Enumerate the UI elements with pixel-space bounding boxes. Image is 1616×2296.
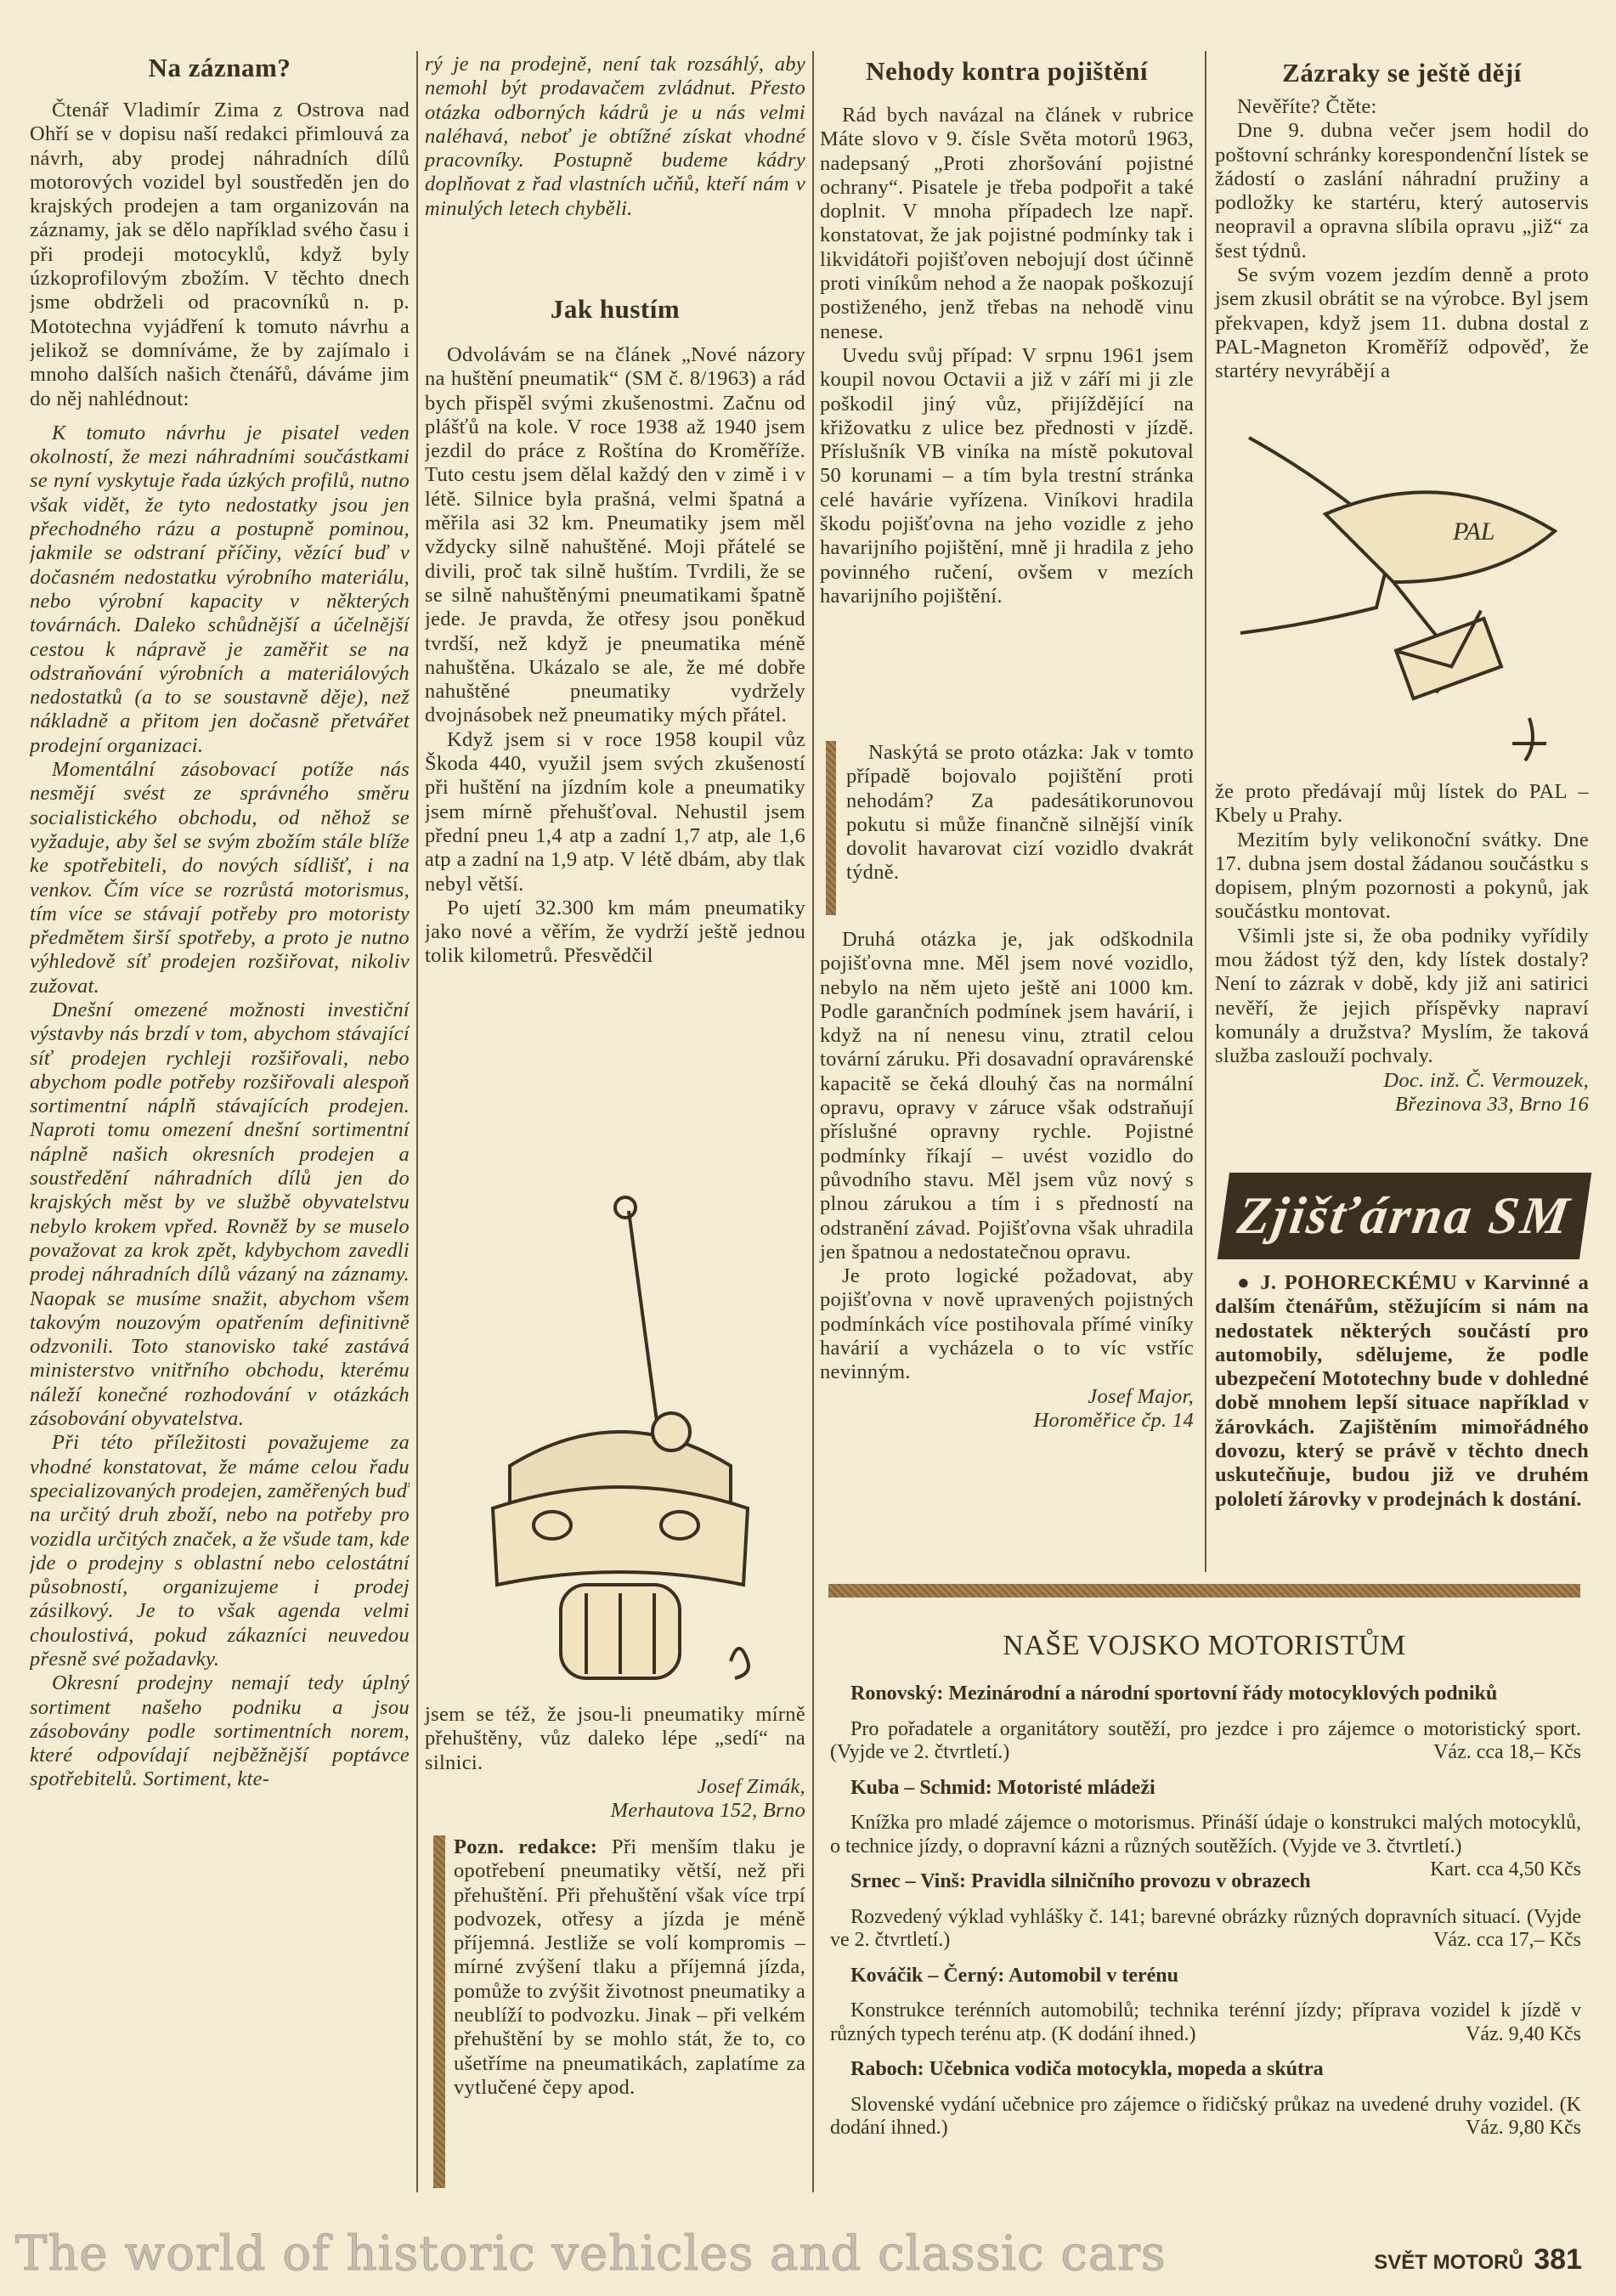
paragraph: Se svým vozem jezdím denně a proto jsem zkusil obrátit se na výrobce. Byl jsem překvapen, když jsem 11. dubna dostal z PAL-Magneton Kroměříž odpověď, že startéry nevyrábějí a bbox=[1215, 263, 1589, 383]
author-name: Doc. inž. Č. Vermouzek, bbox=[1383, 1068, 1589, 1092]
book-description: Pro pořadatele a organitátory soutěží, pro jezdce i pro zájemce o motoristický sport. (Vyjde ve 2. čtvrtletí.) Váz. cca 18,– Kčs bbox=[830, 1717, 1581, 1763]
book-description: Konstrukce terénních automobilů; technika terénní jízdy; příprava vozidel k jízdě v různých typech terénu atp. (K dodání ihned.) Váz. 9,40 Kčs bbox=[830, 1999, 1581, 2045]
note-side-bar bbox=[433, 1835, 445, 2188]
book-title: Raboch: Učebnica vodiča motocykla, mopeda a skútra bbox=[850, 2058, 1324, 2080]
notice-pohoreckemu bbox=[1215, 1271, 1589, 1512]
note-text: Při menším tlaku je opotřebení pneumatiky větší, než při přehuštění. Při přehuštění však více trpí podvozek, otřesy a jízda je méně příjemná. Jestliže se volí kompromis – mírné zvýšení tlaku a příjemná jízda, pomůže to zvýšit životnost pneumatiky a neublíží to podvozku. Jinak – při velkém přehuštění by se mohlo stát, že to, co ušetříme na pneumatikách, zaplatíme za vytlučené čepy apod. bbox=[454, 1835, 805, 2099]
article-title-nehody: Nehody kontra pojištění bbox=[866, 56, 1148, 86]
page-footer bbox=[1374, 2243, 1582, 2276]
editorial-note bbox=[454, 1835, 805, 2100]
paragraph: Mezitím byly velikonoční svátky. Dne 17. dubna jsem dostal žádanou součástku s dopisem, plným pozornosti a pokynů, jak součástku montovat. bbox=[1215, 828, 1589, 924]
book-description: Slovenské vydání učebnice pro zájemce o řidičský průkaz na uvedené druhy vozidel. (K dodání ihned.) Váz. 9,80 Kčs bbox=[830, 2093, 1581, 2139]
books-section-title: NAŠE VOJSKO MOTORISTŮM bbox=[1003, 1630, 1406, 1661]
zjistarna-sm-logo: Zjišťárna SM bbox=[1218, 1173, 1591, 1259]
book-description: Knížka pro mladé zájemce o motorismus. Přináší údaje o konstrukci malých motocyklů, o technice jízdy, o dopravní kázni a různých soutěžích. (Vyjde ve 3. čtvrtletí.) Kart. cca 4,50 Kčs bbox=[830, 1812, 1581, 1880]
paragraph: Všimli jste si, že oba podniky vyřídily mou žádost týž den, kdy lístek dostaly? Není to zázrak v době, kdy již ani satirici nevěří, že jejich příspěvky napraví komunály a družstva? Myslím, že taková služba zaslouží pochvaly. bbox=[1215, 924, 1589, 1068]
book-list bbox=[830, 1682, 1581, 2152]
paragraph: Po ujetí 32.300 km mám pneumatiky jako nové a věřím, že vydrží ještě jednou tolik kilometrů. Přesvědčil bbox=[425, 896, 805, 968]
book-item bbox=[830, 2058, 1581, 2140]
book-item bbox=[830, 1870, 1581, 1953]
paragraph: Momentální zásobovací potíže nás nesmějí svést ze správného směru socialistického obchodu, od něhož se vyžaduje, aby šel se svým zbožím stále blíže ke spotřebiteli, do nových sídlišť, i na venkov. Čím více se rozrůstá motorismus, tím více se stávají potřeby pro motoristy předmětem širší spotřeby, a proto je nutno výhledově síť prodejen rozšiřovat, nikoliv zužovat. bbox=[30, 758, 410, 998]
article-jak-hustim-end bbox=[425, 1703, 805, 1823]
author-name: Josef Zimák, bbox=[697, 1774, 805, 1798]
book-price: Váz. 9,80 Kčs bbox=[1466, 2117, 1581, 2139]
magazine-name: SVĚT MOTORŮ bbox=[1374, 2251, 1523, 2274]
article-zazraky bbox=[1215, 95, 1589, 384]
signature bbox=[1215, 1069, 1589, 1117]
article-jak-hustim bbox=[425, 343, 805, 1185]
book-item bbox=[830, 1682, 1581, 1765]
signature bbox=[820, 1385, 1194, 1434]
plane-letter-cartoon bbox=[1223, 412, 1580, 778]
article-title-na-zaznam: Na záznam? bbox=[148, 53, 291, 82]
page-number: 381 bbox=[1534, 2243, 1582, 2276]
paragraph: Při této příležitosti považujeme za vhodné konstatovat, že máme celou řadu specializovaných prodejen, zaměřených buď na určitý druh zboží, nebo na potřeby pro vozidla určitých značek, a že všude tam, kde jde o prodejny s oblastní nebo celostátní působností, organizujeme i prodej zásilkový. Je to však agenda velmi choulostivá, pokud zákazníci neuvedou přesně své požadavky. bbox=[30, 1431, 410, 1671]
section-divider-bar bbox=[828, 1584, 1580, 1598]
book-price: Váz. cca 17,– Kčs bbox=[1433, 1929, 1581, 1951]
book-title: Srnec – Vinš: Pravidla silničního provozu v obrazech bbox=[850, 1870, 1311, 1892]
book-item bbox=[830, 1965, 1581, 2047]
paragraph: rý je na prodejně, není tak rozsáhlý, aby nemohl být prodavačem zvládnut. Přesto otázka odborných kádrů je u nás velmi naléhavá, neboť je obtížné získat vhodné pracovníky. Postupně budeme kádry doplňovat z řad vlastních učňů, kteří nám v minulých letech chyběli. bbox=[425, 53, 805, 220]
book-price: Kart. cca 4,50 Kčs bbox=[1430, 1858, 1581, 1880]
quote-side-bar bbox=[826, 741, 836, 915]
paragraph: Druhá otázka je, jak odškodnila pojišťovna mne. Měl jsem nové vozidlo, nebylo na něm ujeto ještě ani 1000 km. Podle garančních podmínek jsem havárií, i když na ní nenesu vinu, ztratil celou tovární záruku. Při dosavadní opravárenské kapacitě se čeká dlouhý čas na normální opravu, opravy v záruce však odstraňují příslušné opravny rychle. Pojistné podmínky říkají – uvést vozidlo do původního stavu. Měl jsem vůz nový s plnou zárukou a tím i s předností na odstranění závad. Pojišťovna však uhradila jen špatnou a nedostatečnou opravu. bbox=[820, 928, 1194, 1264]
book-price: Váz. cca 18,– Kčs bbox=[1433, 1741, 1581, 1763]
author-address: Merhautova 152, Brno bbox=[610, 1799, 805, 1823]
paragraph: Odvolávám se na článek „Nové názory na huštění pneumatik“ (SM č. 8/1963) a rád bych přispěl svými zkušenostmi. Začnu od plášťů na kole. V roce 1938 až 1940 jsem jezdil do práce z Roštína do Kroměříže. Tuto cestu jsem dělal každý den v zimě i v létě. Silnice byla prašná, velmi špatná a měřila asi 32 km. Pneumatiky jsem měl vždycky silně nahuštěné. Moji přátelé se divili, proč tak silně huštím. Tvrdili, že se se silně nahuštěnými pneumatikami špatně jede. Je pravda, že otřesy jsou poněkud tvrdší, než když je pneumatika méně nahuštěna. Ukázalo se ale, že mé dobře nahuštěné pneumatiky vydržely dvojnásobek než pneumatiky mých přátel. bbox=[425, 343, 805, 727]
author-name: Josef Major, bbox=[1088, 1384, 1194, 1408]
paragraph: Je proto logické požadovat, aby pojišťovna v nově upravených pojistných podmínkách více postihovala přímé viníky havárií a vycházela o to víc vstříc nevinným. bbox=[820, 1264, 1194, 1384]
paragraph: K tomuto návrhu je pisatel veden okolností, že mezi náhradními součástkami se nyní vyskytuje řada úzkých profilů, nutno však vidět, že tyto nedostatky jsou jen přechodného rázu a postupně pominou, jakmile se odstraní příčiny, vězící buď v dočasném nedostatku výrobního materiálu, nebo výrobní kapacity v některých továrnách. Daleko schůdnější a účelnější cestou k nápravě je zaměřit se na odstraňování výrobních a materiálových nedostatků (a to se soustavně děje), než nákladně a přitom jen dočasně přetvářet prodejní organizaci. bbox=[30, 421, 410, 757]
article-nehody bbox=[820, 104, 1194, 608]
cartoon-pal-label: PAL bbox=[1453, 517, 1495, 546]
paragraph: Rád bych navázal na článek v rubrice Máte slovo v 9. čísle Světa motorů 1963, nadepsaný „Proti zhoršování pojistné ochrany“. Pisatele je třeba podpořit a také doplnit. V mnoha případech lze např. konstatovat, že jak pojistné podmínky tak i likvidátoři pojišťoven nebojují dost účinně proti viníkům nehod a že naopak poškozují postiženého, jenž třebas na nehodě vinu nenese. bbox=[820, 104, 1194, 343]
paragraph: Čtenář Vladimír Zima z Ostrova nad Ohří se v dopisu naší redakci přimlouvá za návrh, aby prodej náhradních dílů motorových vozidel byl soustředěn jen do krajských prodejen a tam organizován na záznamy, jak se dělo například svého času i při prodeji motocyklů, když byly úzkoprofilovým zbožím. V těchto dnech jsme obdrželi od pracovníků n. p. Mototechna vyjádření k tomuto návrhu a jelikož se domníváme, že by zajímalo i mnoho dalších našich čtenářů, dáváme jim do něj nahlédnout: bbox=[30, 99, 410, 410]
note-label: Pozn. redakce: bbox=[454, 1835, 598, 1858]
article-nehody-end bbox=[820, 928, 1194, 1433]
quote-text: Naskýtá se proto otázka: Jak v tomto případě bojovalo pojištění proti nehodám? Za padesátikorunovou pokutu si může finančně silnější viník dovolit havarovat cizí vozidlo dvakrát týdně. bbox=[846, 741, 1194, 885]
paragraph: Uvedu svůj případ: V srpnu 1961 jsem koupil novou Octavii a již v září mi ji zle poškodil jiný vůz, přijíždějící na křižovatku z ulice bez přednosti v jízdě. Příslušník VB viníka na místě pokutoval 50 korunami – a tím byla trestní stránka celé havárie vyřízena. Viníkovi hradila škodu pojišťovna na jeho vozidle z jeho havarijního pojištění, mně ji hradila z jeho povinného ručení, ovšem v mezích havarijního pojištění. bbox=[820, 343, 1194, 608]
author-address: Horoměřice čp. 14 bbox=[1033, 1408, 1194, 1432]
article-continuation bbox=[425, 53, 805, 221]
tire-pump-cartoon bbox=[459, 1185, 782, 1695]
column-divider bbox=[416, 51, 418, 2192]
article-zazraky-end bbox=[1215, 780, 1589, 1117]
paragraph: jsem se též, že jsou-li pneumatiky mírně přehuštěny, vůz daleko lépe „sedí“ na silnici. bbox=[425, 1703, 805, 1774]
book-price: Váz. 9,40 Kčs bbox=[1466, 2022, 1581, 2045]
article-title-jak-hustim: Jak hustím bbox=[550, 294, 681, 324]
book-title: Kováčik – Černý: Automobil v terénu bbox=[850, 1964, 1178, 1987]
column-divider bbox=[1205, 51, 1206, 1572]
paragraph: Dne 9. dubna večer jsem hodil do poštovní schránky korespondenční lístek se žádostí o zaslání náhradní pružiny a podložky ke startéru, který autoservis neopravil a opravna slíbila opravu „již“ za šest týdnů. bbox=[1215, 119, 1589, 263]
article-title-zazraky: Zázraky se ještě dějí bbox=[1282, 58, 1522, 88]
book-title: Ronovský: Mezinárodní a národní sportovní řády motocyklových podniků bbox=[850, 1682, 1498, 1705]
author-address: Březinova 33, Brno 16 bbox=[1394, 1092, 1589, 1116]
book-description: Rozvedený výklad vyhlášky č. 141; barevné obrázky různých dopravních situací. (Vyjde ve 2. čtvrtletí.) Váz. cca 17,– Kčs bbox=[830, 1905, 1581, 1951]
paragraph: Nevěříte? Čtěte: bbox=[1237, 95, 1377, 118]
book-title: Kuba – Schmid: Motoristé mládeži bbox=[850, 1776, 1155, 1799]
paragraph: Okresní prodejny nemají tedy úplný sortiment našeho podniku a jsou zásobovány podle sortimentních norem, které odpovídají nejběžnější poptávce spotřebitelů. Sortiment, kte- bbox=[30, 1671, 410, 1791]
paragraph: že proto předávají můj lístek do PAL – Kbely u Prahy. bbox=[1215, 780, 1589, 828]
pull-quote bbox=[846, 741, 1194, 885]
column-divider bbox=[812, 51, 814, 2192]
paragraph: Když jsem si v roce 1958 koupil vůz Škoda 440, využil jsem svých zkušeností při huštění na jízdním kole a pneumatiky jsem mírně přehušťoval. Nehustil jsem přední pneu 1,4 atp a zadní 1,7 atp, ale 1,6 atp a zadní na 1,9 atp. V létě dbám, aby tlak nebyl větší. bbox=[425, 727, 805, 896]
signature bbox=[425, 1775, 805, 1824]
article-na-zaznam bbox=[30, 99, 410, 2197]
notice-text: ● J. POHORECKÉMU v Karvinné a dalším čtenářům, stěžujícím si nám na nedostatek některých součástí pro automobily, sdělujeme, že podle ubezpečení Mototechny bude v dohledné době mnohem lepší situace například v žárovkách. Zajištěním mimořádného dovozu, který se právě v těchto dnech uskutečňuje, budou již ve druhém pololetí žárovky v prodejnách k dostání. bbox=[1215, 1271, 1589, 1511]
paragraph: Dnešní omezené možnosti investiční výstavby nás brzdí v tom, abychom stávající síť prodejen rychleji rozšiřovali, nebo abychom podle potřeby rozšiřovali alespoň sortimentní náplň stávajících prodejen. Naproti tomu omezení dnešní sortimentní náplně našich okresních prodejen a soustředění náhradních dílů jen do krajských měst by ve službě obyvatelstvu nebylo krokem vpřed. Rovněž by se muselo považovat za krok zpět, kdybychom zavedli prodej náhradních dílů vázaný na záznamy. Naopak se musíme snažit, abychom všem takovým nouzovým opatřením definitivně odzvonili. Toto stanovisko také zastává ministerstvo vnitřního obchodu, kterému náleží konečné rozhodování v otázkách zásobování obyvatelstva. bbox=[30, 998, 410, 1431]
book-item bbox=[830, 1776, 1581, 1880]
watermark: The world of historic vehicles and classic cars bbox=[15, 2226, 1167, 2282]
